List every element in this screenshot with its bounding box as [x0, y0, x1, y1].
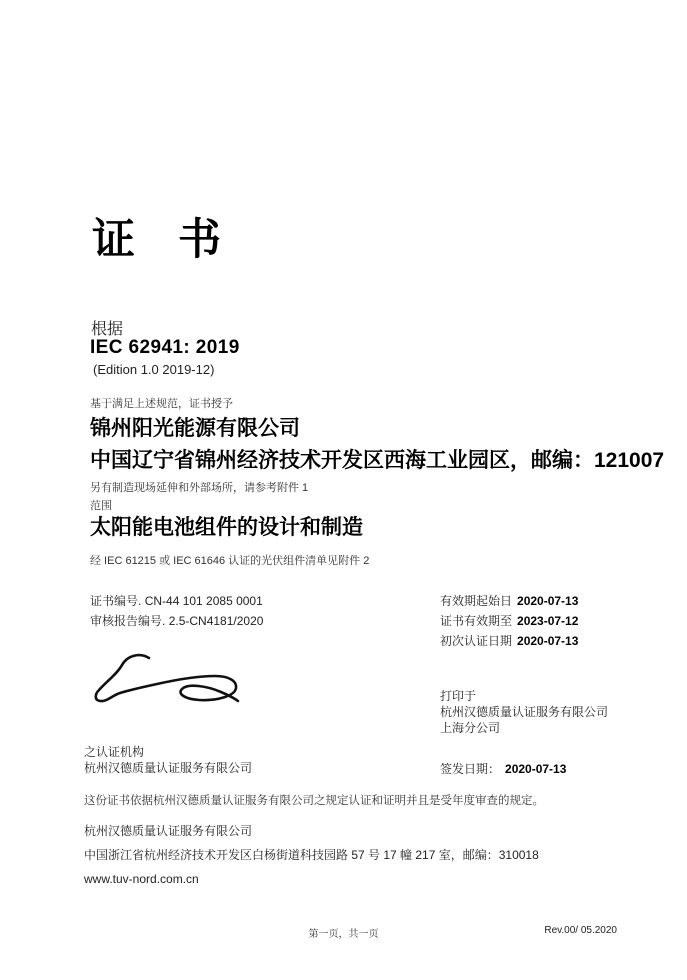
basis-label: 根据 — [91, 321, 124, 338]
issuer-website-link[interactable]: www.tuv-nord.com.cn — [84, 872, 199, 886]
company-address: 中国辽宁省锦州经济技术开发区西海工业园区，邮编：121007 — [90, 449, 665, 472]
manufacturing-sites-note: 另有制造现场延伸和外部场所，请参考附件 1 — [90, 482, 309, 494]
revision-label: Rev.00/ 05.2020 — [544, 925, 617, 936]
certification-body-label: 之认证机构 — [84, 745, 145, 759]
standard-name: IEC 62941: 2019 — [90, 337, 240, 358]
printed-at-block — [440, 688, 608, 736]
issuer-address: 中国浙江省杭州经济技术开发区白杨街道科技园路 57 号 17 幢 217 室，邮编：310018 — [84, 848, 539, 862]
validity-start-row — [440, 592, 578, 609]
signature-image — [85, 648, 250, 717]
grant-intro: 基于满足上述规范，证书授予 — [90, 398, 233, 410]
standard-edition: (Edition 1.0 2019-12) — [93, 362, 215, 377]
scope-label: 范围 — [90, 500, 112, 512]
validity-end-value: 2023-07-12 — [517, 614, 579, 628]
initial-certification-value: 2020-07-13 — [517, 634, 579, 648]
issue-date-value: 2020-07-13 — [505, 762, 567, 776]
validity-end-label: 证书有效期至 — [440, 614, 513, 628]
page-number: 第一页，共一页 — [308, 929, 379, 940]
audit-report-number-label: 审核报告编号. — [90, 614, 166, 628]
certificate-number-value: CN-44 101 2085 0001 — [144, 594, 263, 608]
audit-report-number-value: 2.5-CN4181/2020 — [168, 614, 264, 628]
printed-at-label: 打印于 — [440, 689, 477, 703]
validity-start-label: 有效期起始日 — [440, 594, 513, 608]
certificate-number-label: 证书编号. — [90, 594, 142, 608]
certification-body-block — [84, 744, 252, 776]
certificate-number-line — [90, 592, 263, 609]
initial-certification-row — [440, 632, 578, 649]
audit-report-number-line — [90, 612, 263, 629]
issuer-company: 杭州汉德质量认证服务有限公司 — [84, 824, 253, 838]
company-name: 锦州阳光能源有限公司 — [90, 417, 300, 440]
validity-end-row — [440, 612, 578, 629]
certification-body-company: 杭州汉德质量认证服务有限公司 — [84, 761, 253, 775]
scope-title: 太阳能电池组件的设计和制造 — [90, 516, 363, 539]
scope-note: 经 IEC 61215 或 IEC 61646 认证的光伏组件清单见附件 2 — [90, 555, 370, 567]
validity-start-value: 2020-07-13 — [517, 594, 579, 608]
certificate-title: 证 书 — [92, 215, 235, 265]
printed-at-company: 杭州汉德质量认证服务有限公司 — [440, 705, 609, 719]
printed-at-branch: 上海分公司 — [440, 721, 501, 735]
issue-date-label: 签发日期： — [440, 762, 501, 776]
initial-certification-label: 初次认证日期 — [440, 634, 513, 648]
certificate-statement: 这份证书依据杭州汉德质量认证服务有限公司之规定认证和证明并且是受年度审查的规定。 — [84, 795, 544, 807]
issue-date-row — [440, 760, 566, 777]
